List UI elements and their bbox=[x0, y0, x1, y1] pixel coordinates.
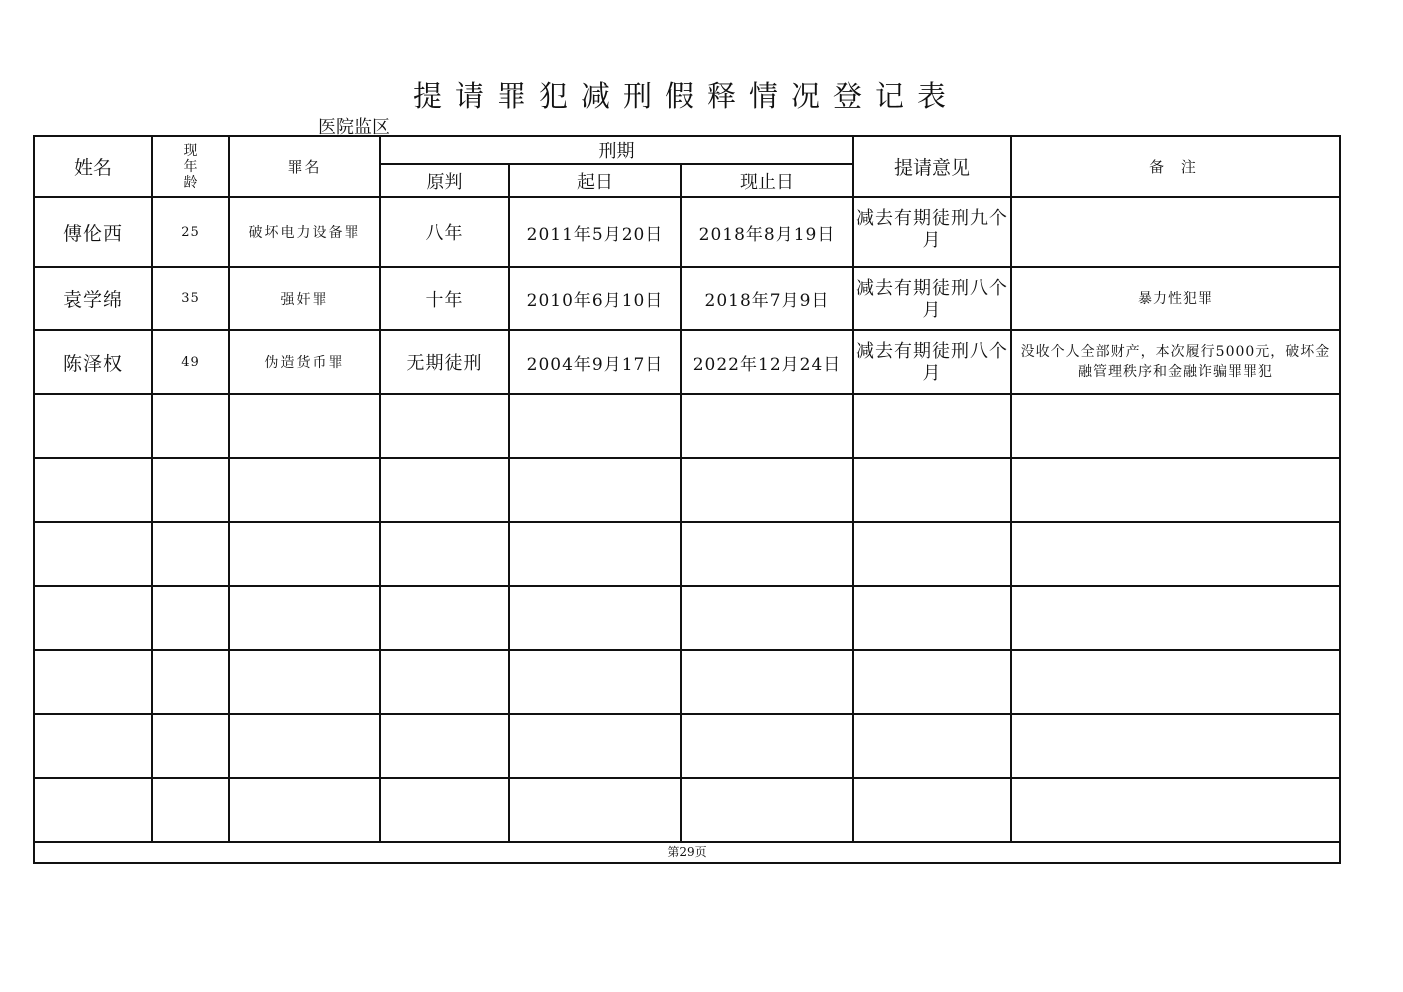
empty-cell bbox=[152, 394, 229, 458]
cell-opinion: 减去有期徒刑八个月 bbox=[853, 267, 1011, 330]
empty-cell bbox=[152, 586, 229, 650]
empty-cell bbox=[681, 458, 853, 522]
empty-cell bbox=[853, 394, 1011, 458]
empty-cell bbox=[853, 522, 1011, 586]
empty-cell bbox=[229, 586, 380, 650]
empty-cell bbox=[681, 522, 853, 586]
empty-cell bbox=[681, 394, 853, 458]
cell-crime: 强奸罪 bbox=[229, 267, 380, 330]
empty-cell bbox=[681, 650, 853, 714]
cell-opinion: 减去有期徒刑八个月 bbox=[853, 330, 1011, 394]
header-age-char-1: 现 bbox=[183, 142, 198, 159]
cell-end: 2018年7月9日 bbox=[681, 267, 853, 330]
cell-name: 陈泽权 bbox=[34, 330, 152, 394]
cell-start: 2004年9月17日 bbox=[509, 330, 681, 394]
empty-cell bbox=[1011, 458, 1340, 522]
empty-row bbox=[34, 458, 1340, 522]
empty-cell bbox=[1011, 778, 1340, 842]
empty-row bbox=[34, 522, 1340, 586]
page-number: 第29页 bbox=[34, 842, 1340, 863]
cell-crime: 破坏电力设备罪 bbox=[229, 197, 380, 267]
empty-cell bbox=[853, 714, 1011, 778]
empty-cell bbox=[380, 394, 509, 458]
empty-cell bbox=[34, 586, 152, 650]
cell-end: 2022年12月24日 bbox=[681, 330, 853, 394]
empty-cell bbox=[681, 714, 853, 778]
empty-cell bbox=[152, 778, 229, 842]
empty-cell bbox=[853, 586, 1011, 650]
empty-cell bbox=[1011, 394, 1340, 458]
empty-cell bbox=[34, 650, 152, 714]
empty-cell bbox=[853, 778, 1011, 842]
header-age bbox=[152, 136, 229, 197]
empty-cell bbox=[229, 650, 380, 714]
header-age-char-3: 龄 bbox=[183, 174, 198, 191]
header-name: 姓名 bbox=[34, 136, 152, 197]
empty-cell bbox=[509, 522, 681, 586]
empty-cell bbox=[229, 714, 380, 778]
empty-cell bbox=[509, 778, 681, 842]
cell-age: 25 bbox=[152, 197, 229, 267]
empty-cell bbox=[380, 714, 509, 778]
footer-row bbox=[34, 842, 1340, 863]
header-age-char-2: 年 bbox=[183, 158, 198, 175]
cell-end: 2018年8月19日 bbox=[681, 197, 853, 267]
empty-cell bbox=[1011, 586, 1340, 650]
table-row bbox=[34, 267, 1340, 330]
empty-row bbox=[34, 778, 1340, 842]
empty-cell bbox=[152, 522, 229, 586]
empty-row bbox=[34, 714, 1340, 778]
header-term: 刑期 bbox=[380, 136, 853, 164]
empty-row bbox=[34, 650, 1340, 714]
empty-row bbox=[34, 394, 1340, 458]
empty-cell bbox=[509, 458, 681, 522]
empty-cell bbox=[34, 522, 152, 586]
empty-cell bbox=[152, 458, 229, 522]
prison-district-label: 医院监区 bbox=[318, 117, 390, 138]
cell-age: 35 bbox=[152, 267, 229, 330]
empty-cell bbox=[1011, 522, 1340, 586]
cell-name: 袁学绵 bbox=[34, 267, 152, 330]
empty-cell bbox=[509, 650, 681, 714]
empty-cell bbox=[229, 522, 380, 586]
empty-cell bbox=[681, 586, 853, 650]
empty-cell bbox=[380, 778, 509, 842]
empty-cell bbox=[509, 586, 681, 650]
empty-cell bbox=[853, 650, 1011, 714]
empty-cell bbox=[1011, 650, 1340, 714]
cell-name: 傅伦西 bbox=[34, 197, 152, 267]
header-notes: 备 注 bbox=[1011, 136, 1340, 197]
empty-cell bbox=[34, 458, 152, 522]
empty-cell bbox=[34, 778, 152, 842]
cell-original: 十年 bbox=[380, 267, 509, 330]
cell-start: 2010年6月10日 bbox=[509, 267, 681, 330]
empty-cell bbox=[34, 394, 152, 458]
cell-original: 无期徒刑 bbox=[380, 330, 509, 394]
cell-crime: 伪造货币罪 bbox=[229, 330, 380, 394]
empty-cell bbox=[229, 778, 380, 842]
empty-cell bbox=[1011, 714, 1340, 778]
header-start: 起日 bbox=[509, 164, 681, 197]
empty-cell bbox=[380, 586, 509, 650]
empty-cell bbox=[509, 394, 681, 458]
header-row-1 bbox=[34, 136, 1340, 164]
header-original: 原判 bbox=[380, 164, 509, 197]
table-row bbox=[34, 197, 1340, 267]
header-end: 现止日 bbox=[681, 164, 853, 197]
header-crime: 罪名 bbox=[229, 136, 380, 197]
page-title: 提请罪犯减刑假释情况登记表 bbox=[412, 79, 959, 113]
cell-notes bbox=[1011, 197, 1340, 267]
header-opinion: 提请意见 bbox=[853, 136, 1011, 197]
empty-cell bbox=[152, 714, 229, 778]
empty-cell bbox=[681, 778, 853, 842]
cell-opinion: 减去有期徒刑九个月 bbox=[853, 197, 1011, 267]
empty-cell bbox=[152, 650, 229, 714]
empty-cell bbox=[380, 522, 509, 586]
empty-cell bbox=[380, 458, 509, 522]
registration-table bbox=[33, 135, 1341, 864]
empty-cell bbox=[229, 458, 380, 522]
empty-cell bbox=[229, 394, 380, 458]
empty-cell bbox=[853, 458, 1011, 522]
table-row bbox=[34, 330, 1340, 394]
cell-notes: 没收个人全部财产，本次履行5000元，破坏金融管理秩序和金融诈骗罪罪犯 bbox=[1011, 330, 1340, 394]
cell-notes: 暴力性犯罪 bbox=[1011, 267, 1340, 330]
empty-cell bbox=[34, 714, 152, 778]
empty-cell bbox=[380, 650, 509, 714]
cell-original: 八年 bbox=[380, 197, 509, 267]
empty-row bbox=[34, 586, 1340, 650]
empty-cell bbox=[509, 714, 681, 778]
cell-start: 2011年5月20日 bbox=[509, 197, 681, 267]
cell-age: 49 bbox=[152, 330, 229, 394]
